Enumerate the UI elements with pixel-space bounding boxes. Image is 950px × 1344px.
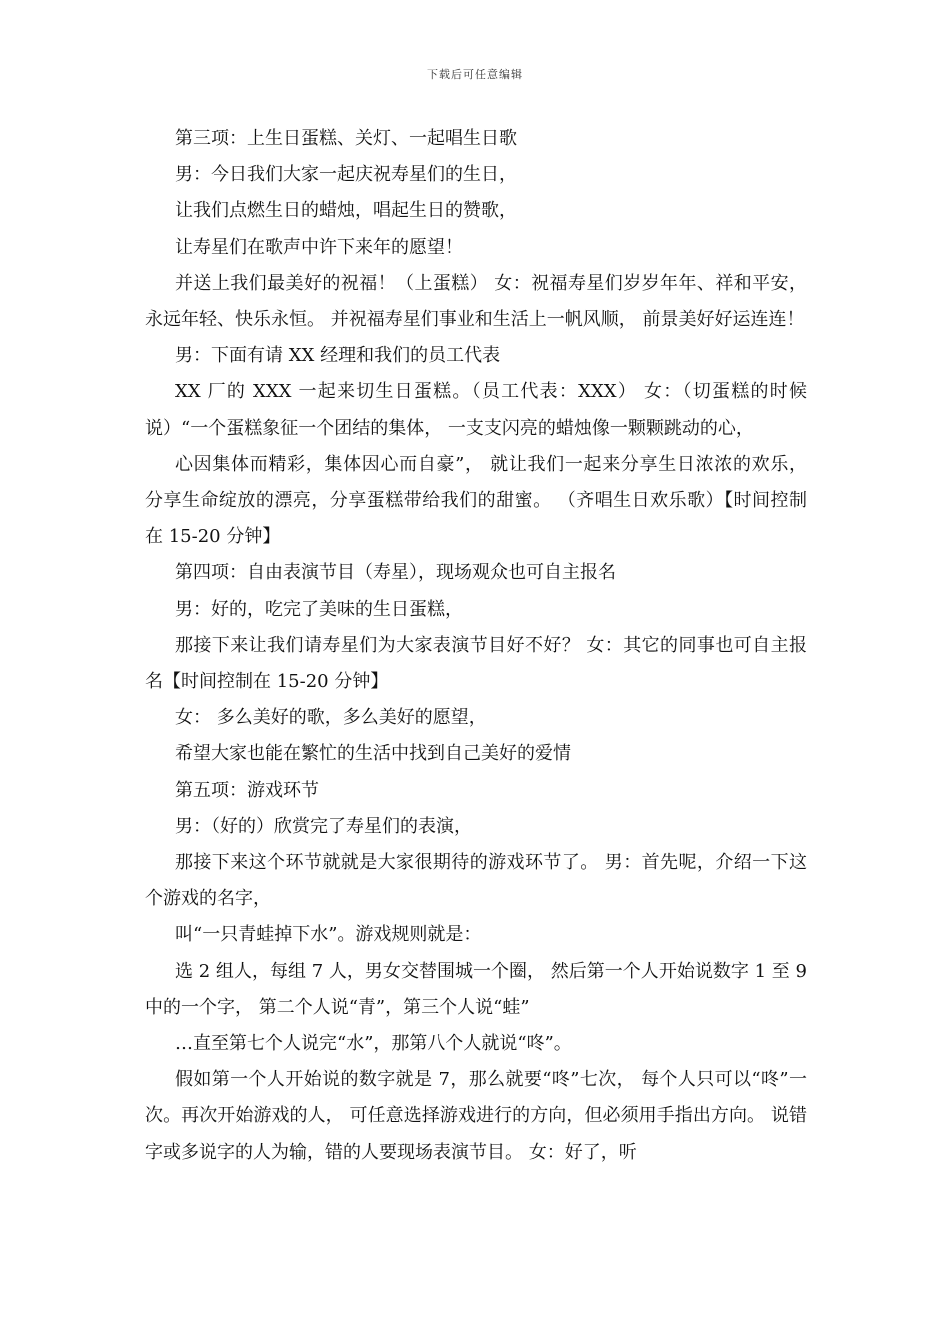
paragraph-9: 第四项：自由表演节目（寿星），现场观众也可自主报名 [175,562,616,584]
paragraph-4: 让寿星们在歌声中许下来年的愿望！ [175,236,463,258]
paragraph-8: 心因集体而精彩，集体因心而自豪”， 就让我们一起来分享生日浓浓的欢乐， 分享生命绽放的漂亮，分享蛋糕带给我们的甜蜜。 （齐唱生日欢乐歌）【时间控制在 15-20 分钟】 [145,453,807,548]
paragraph-7: XX 厂的 XXX 一起来切生日蛋糕。（员工代表：XXX） 女：（切蛋糕的时候说）“一个蛋糕象征一个团结的集体， 一支支闪亮的蜡烛像一颗颗跳动的心， [145,381,807,439]
paragraph-11: 那接下来让我们请寿星们为大家表演节目好不好？ 女：其它的同事也可自主报名【时间控制在 15-20 分钟】 [145,634,807,693]
document-body [145,121,807,1171]
paragraph-17: 叫“一只青蛙掉下水”。游戏规则就是： [175,924,482,946]
paragraph-1: 第三项：上生日蛋糕、关灯、一起唱生日歌 [175,128,517,149]
paragraph-18: 选 2 组人，每组 7 人，男女交替围城一个圈， 然后第一个人开始说数字 1 至 9 中的一个字， 第二个人说“青”，第三个人说“蛙” [145,960,807,1018]
paragraph-6: 男：下面有请 XX 经理和我们的员工代表 [175,345,501,367]
paragraph-14: 第五项：游戏环节 [175,779,319,801]
paragraph-3: 让我们点燃生日的蜡烛，唱起生日的赞歌， [175,200,517,222]
paragraph-20: 假如第一个人开始说的数字就是 7，那么就要“咚”七次， 每个人只可以“咚”一次。再次开始游戏的人， 可任意选择游戏进行的方向，但必须用手指出方向。 说错字或多说字的人为输，错的人要现场表演节目。 女：好了，听 [145,1069,807,1163]
paragraph-16: 那接下来这个环节就就是大家很期待的游戏环节了。 男：首先呢，介绍一下这个游戏的名字， [145,852,807,910]
paragraph-13: 希望大家也能在繁忙的生活中找到自己美好的爱情 [175,743,571,765]
paragraph-5: 并送上我们最美好的祝福！（上蛋糕） 女：祝福寿星们岁岁年年、祥和平安， 永远年轻、快乐永恒。 并祝福寿星们事业和生活上一帆风顺， 前景美好好运连连！ [145,272,807,331]
paragraph-2: 男：今日我们大家一起庆祝寿星们的生日， [175,164,517,186]
paragraph-15: 男：（好的）欣赏完了寿星们的表演， [175,815,472,837]
paragraph-19: …直至第七个人说完“水”，那第八个人就说“咚”。 [175,1033,572,1055]
page-header: 下载后可任意编辑 [427,68,523,81]
paragraph-12: 女： 多么美好的歌，多么美好的愿望， [175,707,487,729]
paragraph-10: 男：好的，吃完了美味的生日蛋糕， [175,598,463,620]
